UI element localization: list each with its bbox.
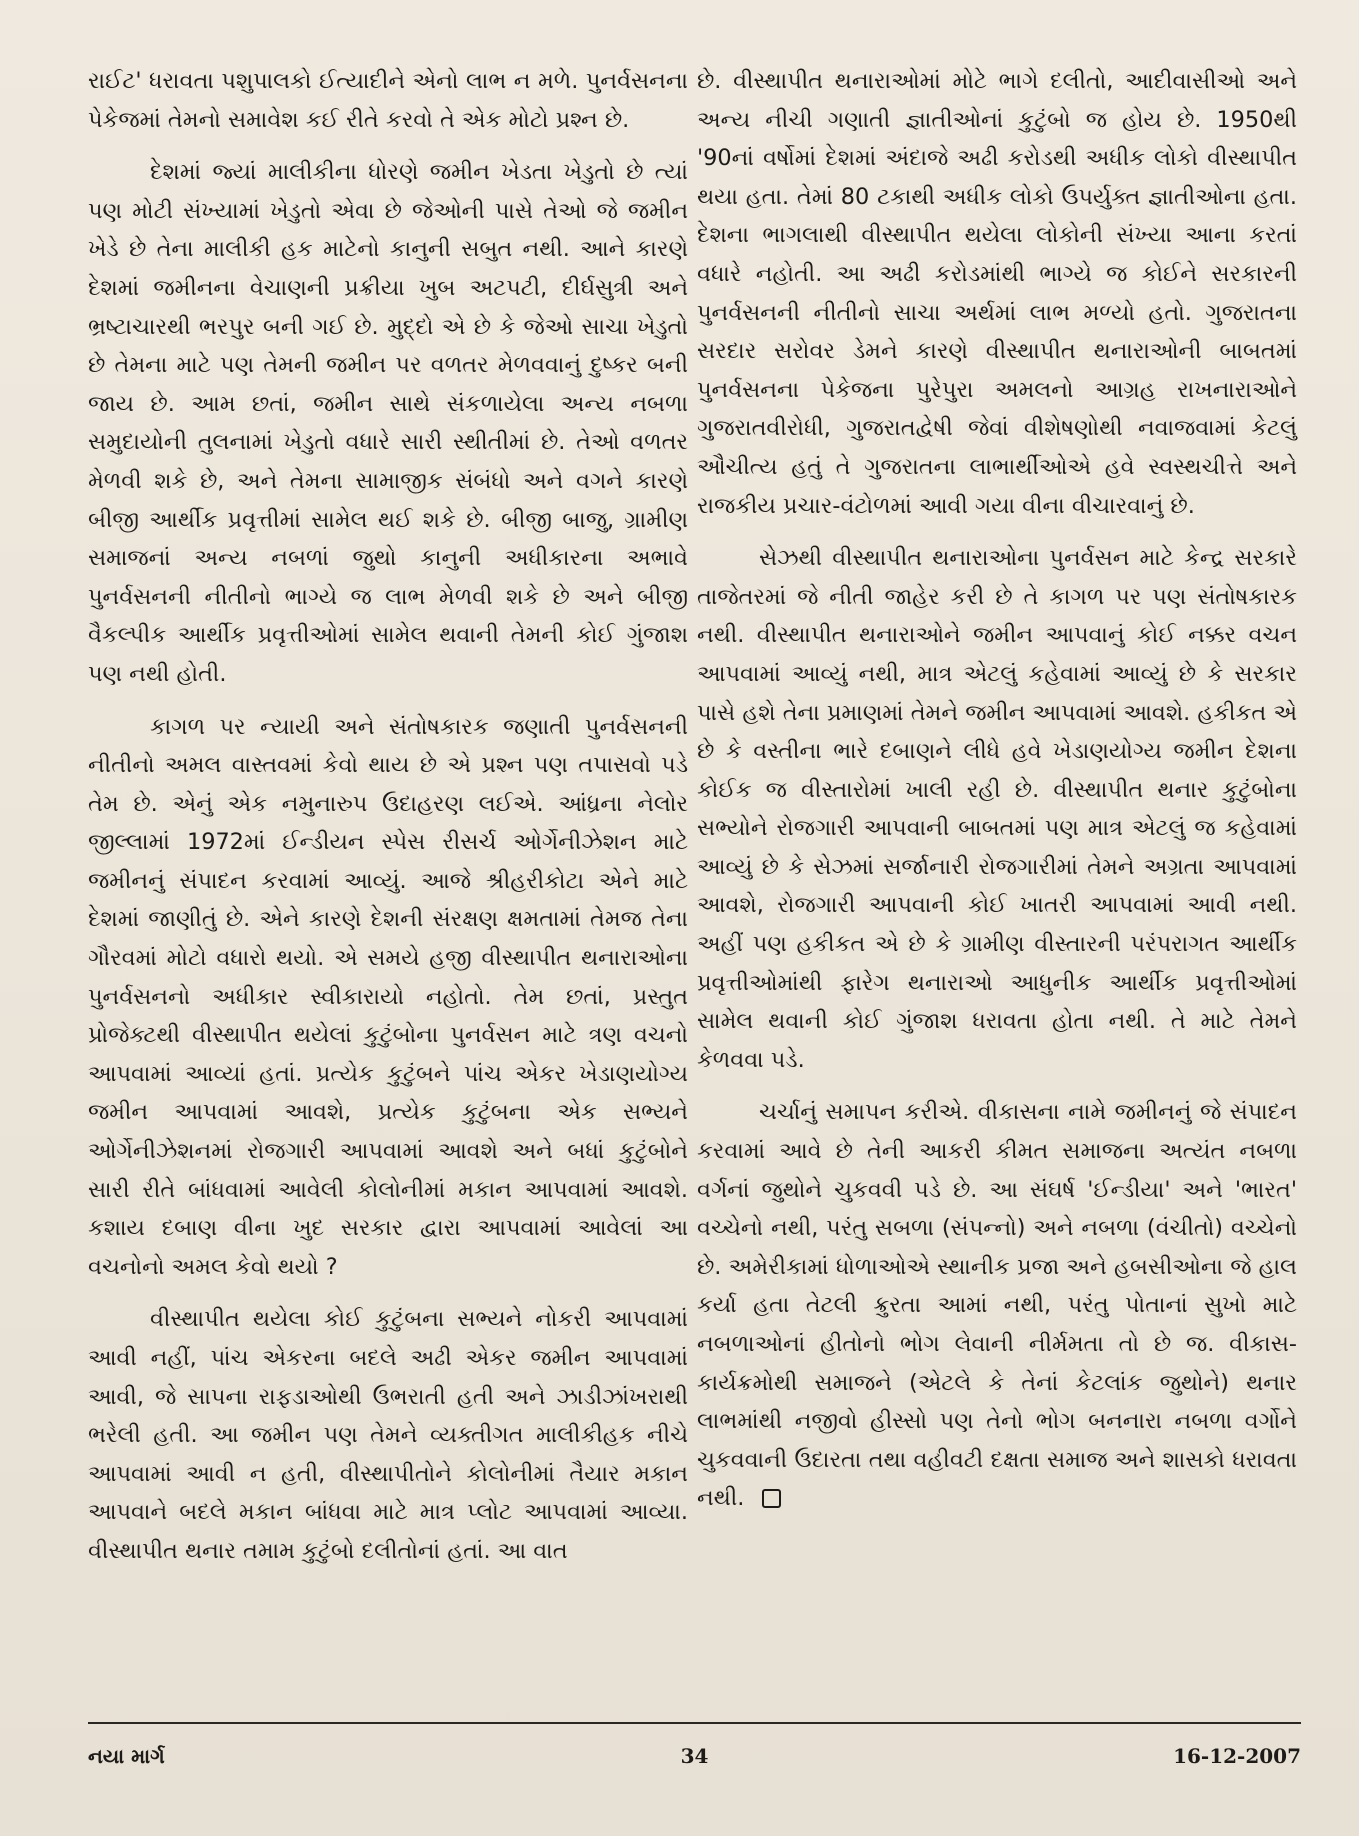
issue-date: 16-12-2007 xyxy=(1173,1744,1301,1768)
page-number: 34 xyxy=(680,1744,709,1768)
paragraph: સેઝથી વીસ્થાપીત થનારાઓના પુનર્વસન માટે કેન્દ્ર સરકારે તાજેતરમાં જે નીતી જાહેર કરી છે તે કાગળ પર પણ સંતોષકારક નથી. વીસ્થાપીત થનારાઓને જમીન આપવાનું કોઈ નક્કર વચન આપવામાં આવ્યું નથી, માત્ર એટલું કહેવામાં આવ્યું છે કે સરકાર પાસે હશે તેના પ્રમાણમાં તેમને જમીન આપવામાં આવશે. હકીકત એ છે કે વસ્તીના ભારે દબાણને લીધે હવે ખેડાણયોગ્ય જમીન દેશના કોઈક જ વીસ્તારોમાં ખાલી રહી છે. વીસ્થાપીત થનાર કુટુંબોના સભ્યોને રોજગારી આપવાની બાબતમાં પણ માત્ર એટલું જ કહેવામાં આવ્યું છે કે સેઝમાં સર્જાનારી રોજગારીમાં તેમને અગ્રતા આપવામાં આવશે, રોજગારી આપવાની કોઈ ખાતરી આપવામાં આવી નથી. અહીં પણ હકીકત એ છે કે ગ્રામીણ વીસ્તારની પરંપરાગત આર્થીક પ્રવૃત્તીઓમાંથી ફારેગ થનારાઓ આધુનીક આર્થીક પ્રવૃત્તીઓમાં સામેલ થવાની કોઈ ગુંજાશ ધરાવતા હોતા નથી. તે માટે તેમને કેળવવા પડે. xyxy=(697,545,1297,1073)
article-end-icon xyxy=(762,1489,781,1508)
paragraph: દેશમાં જ્યાં માલીકીના ધોરણે જમીન ખેડતા ખેડુતો છે ત્યાં પણ મોટી સંખ્યામાં ખેડુતો એવા છે જેઓની પાસે તેઓ જે જમીન ખેડે છે તેના માલીકી હક માટેનો કાનુની સબુત નથી. આને કારણે દેશમાં જમીનના વેચાણની પ્રક્રીયા ખુબ અટપટી, દીર્ઘસુત્રી અને ભ્રષ્ટાચારથી ભરપુર બની ગઈ છે. મુદ્દો એ છે કે જેઓ સાચા ખેડુતો છે તેમના માટે પણ તેમની જમીન પર વળતર મેળવવાનું દુષ્કર બની જાય છે. આમ છતાં, જમીન સાથે સંકળાયેલા અન્ય નબળા સમુદાયોની તુલનામાં ખેડુતો વધારે સારી સ્થીતીમાં છે. તેઓ વળતર મેળવી શકે છે, અને તેમના સામાજીક સંબંધો અને વગને કારણે બીજી આર્થીક પ્રવૃત્તીમાં સામેલ થઈ શકે છે. બીજી બાજુ, ગ્રામીણ સમાજનાં અન્ય નબળાં જુથો કાનુની અધીકારના અભાવે પુનર્વસનની નીતીનો ભાગ્યે જ લાભ મેળવી શકે છે અને બીજી વૈકલ્પીક આર્થીક પ્રવૃત્તીઓમાં સામેલ થવાની તેમની કોઈ ગુંજાશ પણ નથી હોતી. xyxy=(88,159,688,687)
publication-name: નયા માર્ગ xyxy=(88,1744,165,1768)
paragraph: છે. વીસ્થાપીત થનારાઓમાં મોટે ભાગે દલીતો, આદીવાસીઓ અને અન્ય નીચી ગણાતી જ્ઞાતીઓનાં કુટુંબો જ હોય છે. 1950થી '90નાં વર્ષોમાં દેશમાં અંદાજે અઢી કરોડથી અધીક લોકો વીસ્થાપીત થયા હતા. તેમાં 80 ટકાથી અધીક લોકો ઉપર્યુક્ત જ્ઞાતીઓના હતા. દેશના ભાગલાથી વીસ્થાપીત થયેલા લોકોની સંખ્યા આના કરતાં વધારે નહોતી. આ અઢી કરોડમાંથી ભાગ્યે જ કોઈને સરકારની પુનર્વસનની નીતીનો સાચા અર્થમાં લાભ મળ્યો હતો. ગુજરાતના સરદાર સરોવર ડેમને કારણે વીસ્થાપીત થનારાઓની બાબતમાં પુનર્વસનના પેકેજના પુરેપુરા અમલનો આગ્રહ રાખનારાઓને ગુજરાતવીરોધી, ગુજરાતદ્વેષી જેવાં વીશેષણોથી નવાજવામાં કેટલું ઔચીત્ય હતું તે ગુજરાતના લાભાર્થીઓએ હવે સ્વસ્થચીત્તે અને રાજકીય પ્રચાર-વંટોળમાં આવી ગયા વીના વીચારવાનું છે. xyxy=(697,68,1297,519)
paragraph: રાઈટ' ધરાવતા પશુપાલકો ઈત્યાદીને એનો લાભ ન મળે. પુનર્વસનના પેકેજમાં તેમનો સમાવેશ કઈ રીતે કરવો તે એક મોટો પ્રશ્ન છે. xyxy=(88,68,688,133)
paragraph xyxy=(697,1093,1297,1518)
footer-divider xyxy=(88,1722,1301,1724)
left-column xyxy=(88,62,688,1585)
paragraph-text: ચર્ચાનું સમાપન કરીએ. વીકાસના નામે જમીનનું જે સંપાદન કરવામાં આવે છે તેની આકરી કીમત સમાજના અત્યંત નબળા વર્ગનાં જુથોને ચુકવવી પડે છે. આ સંઘર્ષ 'ઈન્ડીયા' અને 'ભારત' વચ્ચેનો નથી, પરંતુ સબળા (સંપન્નો) અને નબળા (વંચીતો) વચ્ચેનો છે. અમેરીકામાં ધોળાઓએ સ્થાનીક પ્રજા અને હબસીઓના જે હાલ કર્યા હતા તેટલી ક્રુરતા આમાં નથી, પરંતુ પોતાનાં સુખો માટે નબળાઓનાં હીતોનો ભોગ લેવાની નીર્મમતા તો છે જ. વીકાસ-કાર્યક્રમોથી સમાજને (એટલે કે તેનાં કેટલાંક જુથોને) થનાર લાભમાંથી નજીવો હીસ્સો પણ તેનો ભોગ બનનારા નબળા વર્ગોને ચુકવવાની ઉદારતા તથા વહીવટી દક્ષતા સમાજ અને શાસકો ધરાવતા નથી. xyxy=(697,1099,1297,1512)
paragraph: વીસ્થાપીત થયેલા કોઈ કુટુંબના સભ્યને નોકરી આપવામાં આવી નહીં, પાંચ એકરના બદલે અઢી એકર જમીન આપવામાં આવી, જે સાપના રાફડાઓથી ઉભરાતી હતી અને ઝાડીઝાંખરાથી ભરેલી હતી. આ જમીન પણ તેમને વ્યક્તીગત માલીકીહક નીચે આપવામાં આવી ન હતી, વીસ્થાપીતોને કોલોનીમાં તૈયાર મકાન આપવાને બદલે મકાન બાંધવા માટે માત્ર પ્લોટ આપવામાં આવ્યા. વીસ્થાપીત થનાર તમામ કુટુંબો દલીતોનાં હતાં. આ વાત xyxy=(88,1306,688,1564)
right-column xyxy=(697,62,1297,1532)
paragraph: કાગળ પર ન્યાયી અને સંતોષકારક જણાતી પુનર્વસનની નીતીનો અમલ વાસ્તવમાં કેવો થાય છે એ પ્રશ્ન પણ તપાસવો પડે તેમ છે. એનું એક નમુનારુપ ઉદાહરણ લઈએ. આંધ્રના નેલોર જીલ્લામાં 1972માં ઈન્ડીયન સ્પેસ રીસર્ચ ઓર્ગેનીઝેશન માટે જમીનનું સંપાદન કરવામાં આવ્યું. આજે શ્રીહરીકોટા એને માટે દેશમાં જાણીતું છે. એને કારણે દેશની સંરક્ષણ ક્ષમતામાં તેમજ તેના ગૌરવમાં મોટો વધારો થયો. એ સમયે હજી વીસ્થાપીત થનારાઓના પુનર્વસનનો અધીકાર સ્વીકારાયો નહોતો. તેમ છતાં, પ્રસ્તુત પ્રોજેક્ટથી વીસ્થાપીત થયેલાં કુટુંબોના પુનર્વસન માટે ત્રણ વચનો આપવામાં આવ્યાં હતાં. પ્રત્યેક કુટુંબને પાંચ એકર ખેડાણયોગ્ય જમીન આપવામાં આવશે, પ્રત્યેક કુટુંબના એક સભ્યને ઓર્ગેનીઝેશનમાં રોજગારી આપવામાં આવશે અને બધાં કુટુંબોને સારી રીતે બાંધવામાં આવેલી કોલોનીમાં મકાન આપવામાં આવશે. કશાય દબાણ વીના ખુદ સરકાર દ્વારા આપવામાં આવેલાં આ વચનોનો અમલ કેવો થયો ? xyxy=(88,713,688,1280)
